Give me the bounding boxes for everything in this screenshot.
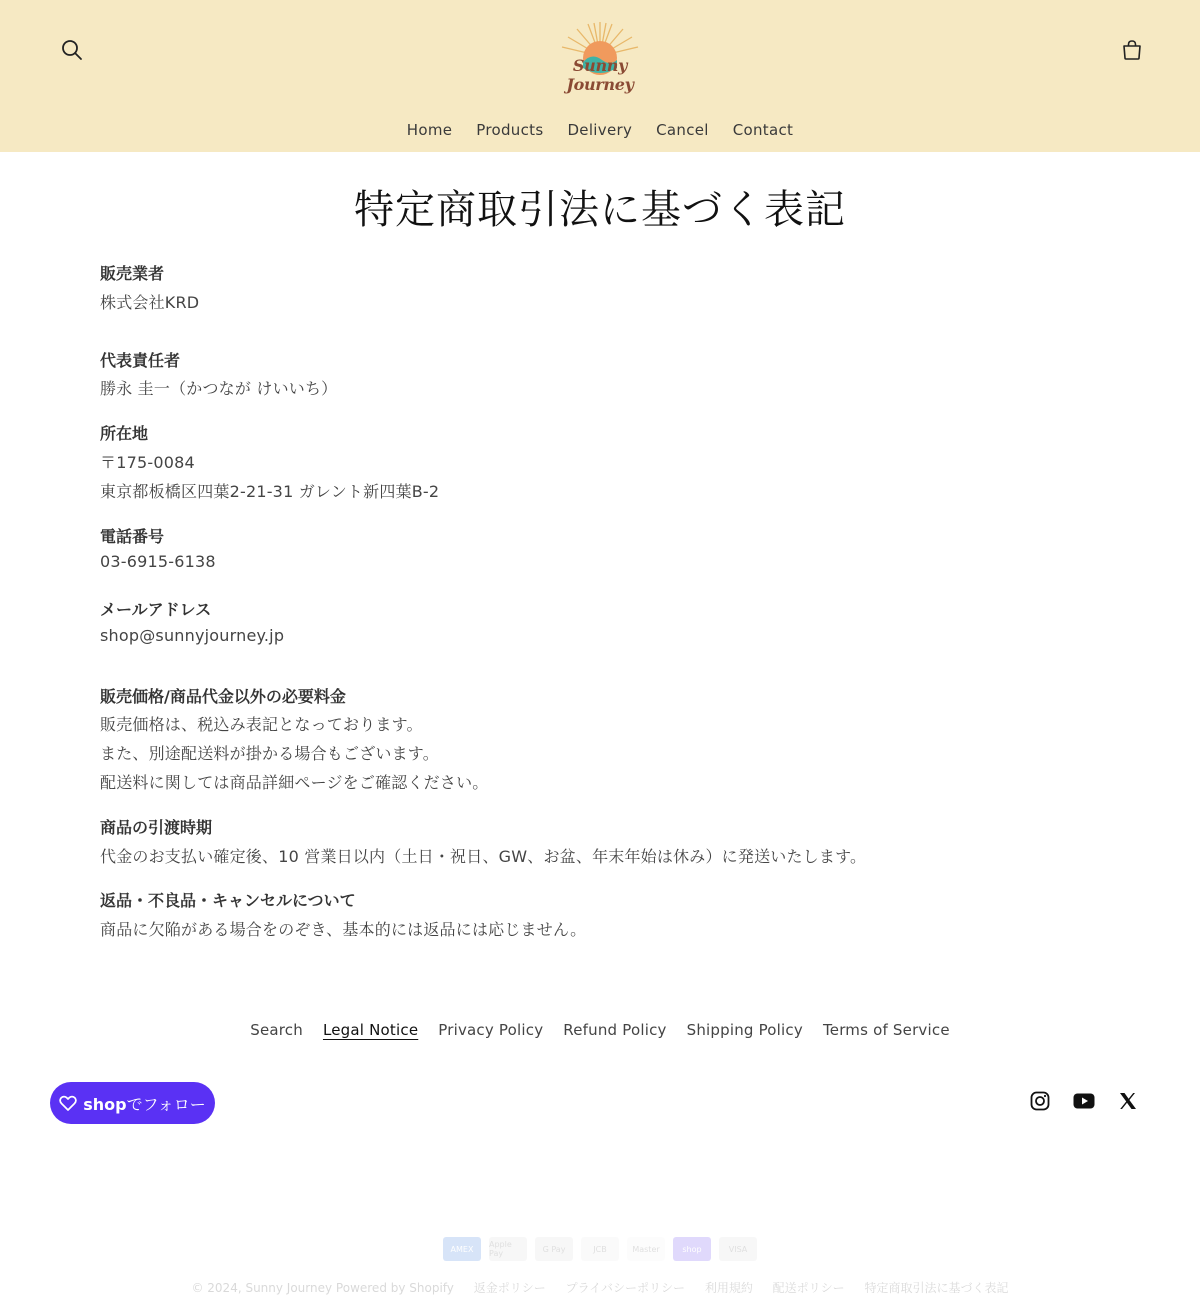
copyright-link[interactable]: 配送ポリシー — [772, 1281, 845, 1295]
copyright-link[interactable]: 利用規約 — [704, 1281, 753, 1295]
nav-home[interactable]: Home — [406, 121, 453, 139]
section-text: 代金のお支払い確定後、10 営業日以内（土日・祝日、GW、お盆、年末年始は休み）に発送いたします。 — [100, 847, 867, 866]
logo-text: Sunny Journey — [566, 56, 634, 94]
site-header — [0, 0, 1200, 152]
copyright-link[interactable]: プライバシーポリシー — [565, 1281, 685, 1295]
section-label: 代表責任者 — [100, 351, 181, 370]
jcb-icon: JCB — [581, 1237, 619, 1261]
section-text: 東京都板橋区四葉2-21-31 ガレント新四葉B-2 — [100, 482, 440, 501]
nav-products[interactable]: Products — [476, 121, 544, 139]
section-label: 販売価格/商品代金以外の必要料金 — [100, 687, 346, 706]
nav-cancel[interactable]: Cancel — [656, 121, 709, 139]
section-text: 03-6915-6138 — [100, 552, 216, 571]
page-title: 特定商取引法に基づく表記 — [354, 187, 846, 233]
footer-link-refund-policy[interactable]: Refund Policy — [563, 1021, 667, 1039]
site-logo[interactable] — [540, 16, 660, 94]
footer-link-legal-notice[interactable]: Legal Notice — [322, 1021, 419, 1039]
shop-word: shop — [83, 1094, 127, 1114]
footer-link-shipping-policy[interactable]: Shipping Policy — [686, 1021, 803, 1039]
cart-icon[interactable] — [1112, 30, 1152, 70]
nav-contact[interactable]: Contact — [732, 121, 794, 139]
follow-text: でフォロー — [126, 1094, 206, 1114]
copyright-bar — [0, 1279, 1200, 1296]
shop-follow-button[interactable] — [50, 1082, 215, 1124]
google-pay-icon: G Pay — [535, 1237, 573, 1261]
search-icon[interactable] — [52, 30, 92, 70]
footer-link-privacy-policy[interactable]: Privacy Policy — [438, 1021, 544, 1039]
section-text: 〒175-0084 — [100, 453, 195, 472]
x-icon[interactable] — [1115, 1088, 1141, 1114]
nav-delivery[interactable]: Delivery — [567, 121, 633, 139]
section-text: また、別途配送料が掛かる場合もございます。 — [100, 744, 439, 763]
shop-pay-icon: shop — [673, 1237, 711, 1261]
copyright-text: © 2024, Sunny Journey Powered by Shopify — [191, 1281, 454, 1295]
amex-icon: AMEX — [443, 1237, 481, 1261]
section-text: 勝永 圭一（かつなが けいいち） — [100, 379, 338, 398]
section-text: 商品に欠陥がある場合をのぞき、基本的には返品には応じません。 — [100, 920, 587, 939]
footer-link-search[interactable]: Search — [250, 1021, 303, 1039]
instagram-icon[interactable] — [1027, 1088, 1053, 1114]
copyright-link[interactable]: 返金ポリシー — [473, 1281, 546, 1295]
main-nav — [0, 121, 1200, 139]
email-link[interactable]: shop@sunnyjourney.jp — [100, 626, 285, 645]
apple-pay-icon: Apple Pay — [489, 1237, 527, 1261]
section-text: 配送料に関しては商品詳細ページをご確認ください。 — [100, 773, 489, 792]
mastercard-icon: Master — [627, 1237, 665, 1261]
section-label: 販売業者 — [100, 264, 165, 283]
section-label: 所在地 — [100, 424, 149, 443]
footer-links — [0, 1021, 1200, 1039]
section-label: 返品・不良品・キャンセルについて — [100, 891, 356, 910]
section-text: 販売価格は、税込み表記となっております。 — [100, 715, 423, 734]
youtube-icon[interactable] — [1071, 1088, 1097, 1114]
visa-icon: VISA — [719, 1237, 757, 1261]
payment-icons — [0, 1237, 1200, 1261]
section-label: 電話番号 — [100, 527, 165, 546]
section-label: メールアドレス — [100, 600, 212, 619]
section-label: 商品の引渡時期 — [100, 818, 213, 837]
footer-link-terms-of-service[interactable]: Terms of Service — [822, 1021, 950, 1039]
heart-icon — [59, 1095, 77, 1111]
copyright-link[interactable]: 特定商取引法に基づく表記 — [864, 1281, 1009, 1295]
section-text: 株式会社KRD — [100, 293, 200, 312]
